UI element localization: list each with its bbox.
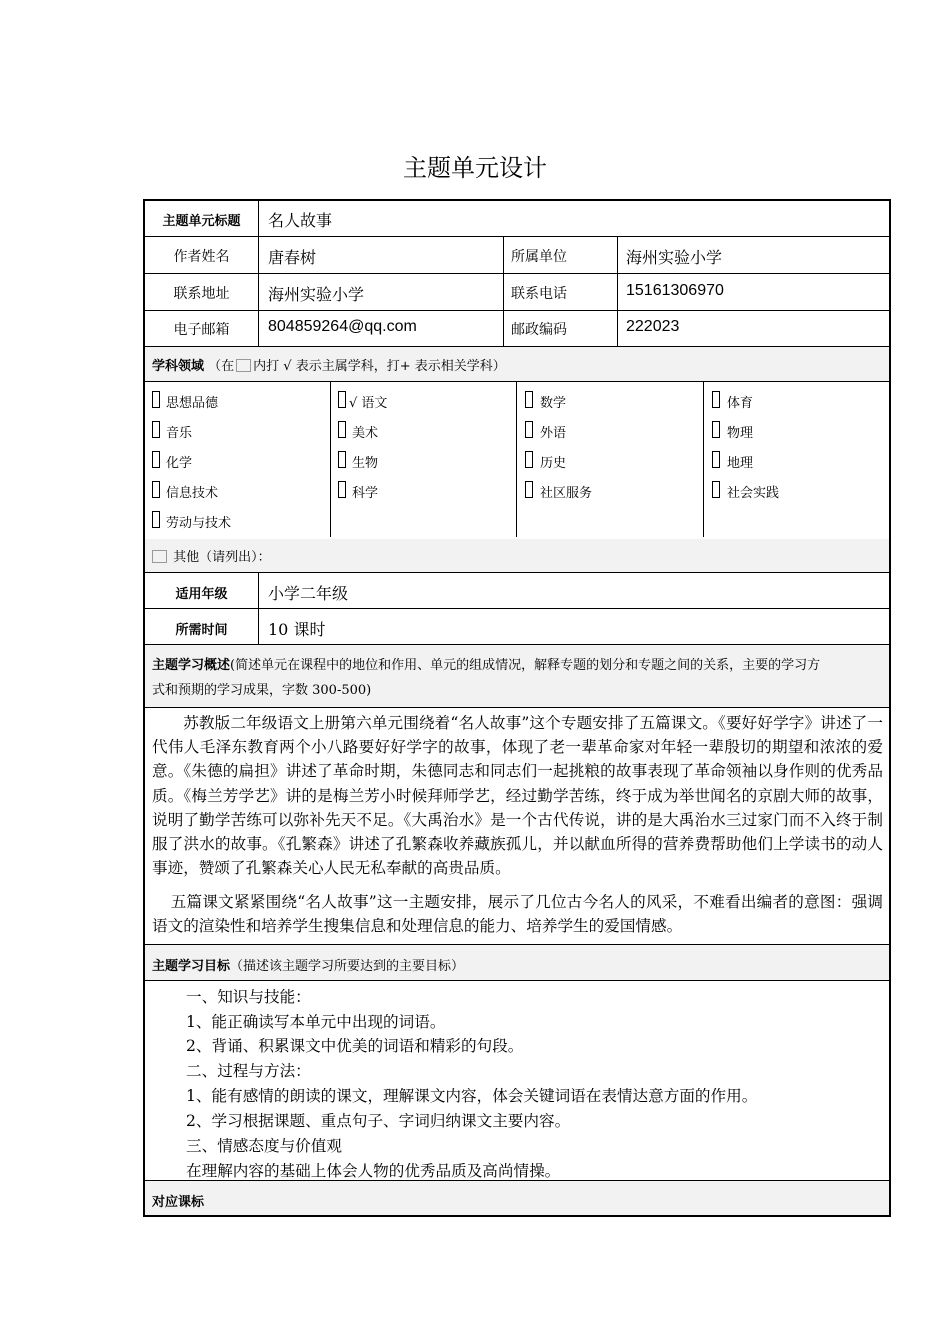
checkbox-icon[interactable] [712,391,720,408]
subject-item: 信息技术 [166,486,219,501]
overview-note2: 式和预期的学习成果，字数 300-500) [152,683,372,698]
checkbox-icon[interactable] [712,481,720,498]
goals-heading: 主题学习目标 [152,959,231,974]
subject-item: 外语 [540,426,567,441]
org-value: 海州实验小学 [626,248,723,267]
subject-item: √ 语文 [349,396,388,411]
subject-item: 化学 [166,456,193,471]
checkbox-icon[interactable] [338,481,346,498]
subject-item: 历史 [540,456,567,471]
other-subjects [152,546,271,565]
checkbox-icon[interactable] [152,451,160,468]
checkbox-icon[interactable] [152,391,160,408]
checkbox-sample-icon [236,359,251,372]
overview-paragraph-2: 五篇课文紧紧围绕“名人故事”这一主题安排，展示了几位古今名人的风采，不难看出编者的意图：强调语文的渲染性和培养学生搜集信息和处理信息的能力、培养学生的爱国情感。 [152,893,883,936]
subject-item: 思想品德 [166,396,219,411]
unit-title-value: 名人故事 [268,211,333,230]
goal-line: 2、背诵、积累课文中优美的词语和精彩的句段。 [186,1037,524,1055]
checkbox-icon[interactable] [152,550,167,563]
checkbox-icon[interactable] [712,451,720,468]
author-label: 作者姓名 [173,249,230,265]
subject-item: 社会实践 [727,486,780,501]
checkbox-icon[interactable] [338,451,346,468]
address-label: 联系地址 [173,286,230,302]
author-value: 唐春树 [268,248,317,267]
subject-item: 体育 [727,396,754,411]
checkbox-icon[interactable] [152,511,160,528]
checkbox-icon[interactable] [152,481,160,498]
goal-line: 2、学习根据课题、重点句子、字词归纳课文主要内容。 [186,1112,571,1130]
subject-note-post: 内打 √ 表示主属学科，打+ 表示相关学科） [253,359,506,374]
subject-item: 社区服务 [540,486,593,501]
postcode-label: 邮政编码 [511,322,567,338]
other-label: 其他（请列出）： [173,550,271,565]
goal-line: 一、知识与技能： [186,988,311,1006]
unit-title-label: 主题单元标题 [162,214,241,229]
checkbox-icon[interactable] [525,391,533,408]
checkbox-icon[interactable] [712,421,720,438]
checkbox-icon[interactable] [338,391,346,408]
goal-line: 在理解内容的基础上体会人物的优秀品质及高尚情操。 [186,1162,561,1180]
grade-value: 小学二年级 [268,584,349,603]
subject-item: 劳动与技术 [166,516,232,531]
subject-note-pre: （在 [208,359,235,374]
time-label: 所需时间 [175,623,228,638]
phone-label: 联系电话 [511,286,567,302]
postcode-value: 222023 [626,318,680,335]
overview-paragraph-1: 苏教版二年级语文上册第六单元围绕着“名人故事”这个专题安排了五篇课文。《要好好学字》讲述了一代伟人毛泽东教育两个小八路要好好学字的故事，体现了老一辈革命家对年轻一辈殷切的期望和浓浓的爱意。《朱德的扁担》讲述了革命时期，朱德同志和同志们一起挑粮的故事表现了革命领袖以身作则的优秀品质。《梅兰芳学艺》讲的是梅兰芳小时候拜师学艺，经过勤学苦练，终于成为举世闻名的京剧大师的故事，说明了勤学苦练可以弥补先天不足。《大禹治水》是一个古代传说，讲的是大禹治水三过家门而不入终于制服了洪水的故事。《孔繁森》讲述了孔繁森收养藏族孤儿，并以献血所得的营养费帮助他们上学读书的动人事迹，赞颂了孔繁森关心人民无私奉献的高贵品质。 [152,714,883,878]
standards-heading: 对应课标 [152,1195,205,1210]
org-label: 所属单位 [511,249,567,265]
checkbox-icon[interactable] [525,451,533,468]
address-value: 海州实验小学 [268,285,365,304]
subject-item: 物理 [727,426,754,441]
checkbox-icon[interactable] [152,421,160,438]
grade-label: 适用年级 [175,587,228,602]
subject-item: 数学 [540,396,567,411]
goals-header [152,955,464,974]
goal-line: 二、过程与方法： [186,1062,311,1080]
checkbox-icon[interactable] [525,481,533,498]
checkbox-icon[interactable] [338,421,346,438]
goal-line: 三、情感态度与价值观 [186,1137,342,1155]
checkbox-icon[interactable] [525,421,533,438]
goal-line: 1、能有感情的朗读的课文，理解课文内容，体会关键词语在表情达意方面的作用。 [186,1087,758,1105]
goal-line: 1、能正确读写本单元中出现的词语。 [186,1013,446,1031]
subject-heading: 学科领域 [152,359,205,374]
overview-header-line1 [152,654,820,673]
overview-heading: 主题学习概述 [152,658,231,673]
subject-header [152,355,506,374]
time-value: 10 课时 [268,620,326,639]
email-value: 804859264@qq.com [268,318,417,335]
subject-item: 生物 [352,456,379,471]
subject-item: 美术 [352,426,379,441]
subject-item: 科学 [352,486,379,501]
goals-note: （描述该主题学习所要达到的主要目标） [230,959,465,974]
email-label: 电子邮箱 [173,322,230,338]
overview-note1: (简述单元在课程中的地位和作用、单元的组成情况，解释专题的划分和专题之间的关系，主要的学习方 [230,658,821,673]
subject-item: 音乐 [166,426,193,441]
subject-item: 地理 [727,456,754,471]
phone-value: 15161306970 [626,282,724,299]
document-title: 主题单元设计 [403,154,547,182]
